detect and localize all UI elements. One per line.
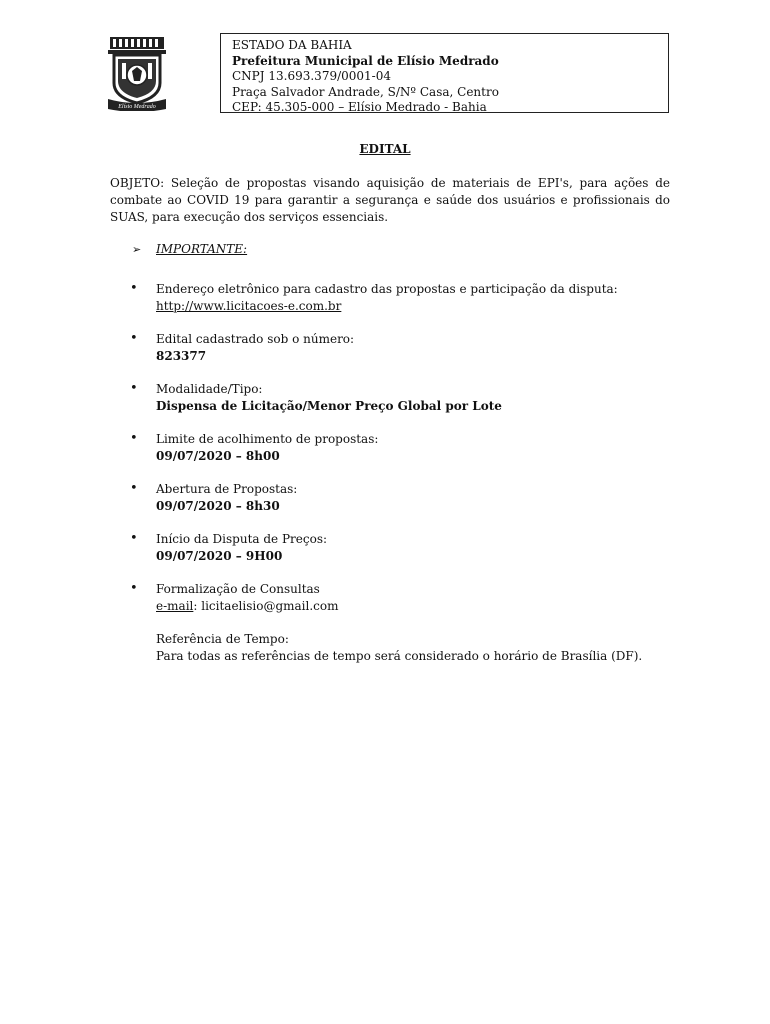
time-reference-label: Referência de Tempo: [156, 632, 289, 646]
item-value: 09/07/2020 – 9H00 [156, 548, 283, 563]
item-label: Endereço eletrônico para cadastro das propostas e participação da disputa: [156, 282, 618, 296]
bullet-icon: • [130, 481, 138, 496]
header-municipality: Prefeitura Municipal de Elísio Medrado [232, 53, 499, 68]
important-label: IMPORTANTE: [156, 242, 248, 256]
item-value [156, 598, 338, 615]
header-box [220, 33, 669, 113]
arrow-bullet-icon: ➢ [132, 243, 142, 256]
object-line-1: OBJETO: Seleção de propostas visando aquisição de materiais de EPI's, para ações de [110, 176, 670, 190]
item-label: Formalização de Consultas [156, 582, 320, 596]
header-state: ESTADO DA BAHIA [232, 38, 352, 52]
bullet-icon: • [130, 581, 138, 596]
item-value: 823377 [156, 348, 207, 363]
time-reference [156, 631, 642, 664]
portal-link[interactable]: http://www.licitacoes-e.com.br [156, 298, 342, 313]
document-title [0, 142, 770, 156]
crest-ribbon-text: Elísio Medrado [118, 104, 156, 110]
bullet-icon: • [130, 281, 138, 296]
header-cnpj: CNPJ 13.693.379/0001-04 [232, 69, 391, 84]
municipal-crest-icon [106, 35, 168, 111]
time-reference-text: Para todas as referências de tempo será considerado o horário de Brasília (DF). [156, 648, 643, 663]
item-label: Edital cadastrado sob o número: [156, 332, 355, 346]
bullet-icon: • [130, 381, 138, 396]
bullet-icon: • [130, 431, 138, 446]
item-label: Modalidade/Tipo: [156, 382, 263, 396]
item-label: Início da Disputa de Preços: [156, 532, 328, 546]
item-label: Abertura de Propostas: [156, 482, 298, 496]
email-label: e-mail [156, 598, 194, 613]
object-line-3: SUAS, para execução dos serviços essenciais. [110, 210, 389, 224]
item-value: Dispensa de Licitação/Menor Preço Global por Lote [156, 398, 502, 413]
bullet-icon: • [130, 531, 138, 546]
object-paragraph [110, 175, 670, 226]
important-heading [132, 242, 247, 256]
email-address[interactable]: : licitaelisio@gmail.com [193, 598, 339, 613]
item-value: 09/07/2020 – 8h30 [156, 498, 280, 513]
document-title-text: EDITAL [359, 142, 411, 156]
item-value: 09/07/2020 – 8h00 [156, 448, 280, 463]
header-cep: CEP: 45.305-000 – Elísio Medrado - Bahia [232, 100, 487, 115]
bullet-icon: • [130, 331, 138, 346]
header-address: Praça Salvador Andrade, S/Nº Casa, Centro [232, 84, 499, 99]
object-line-2: combate ao COVID 19 para garantir a segurança e saúde dos usuários e profissionais do [110, 193, 670, 207]
item-label: Limite de acolhimento de propostas: [156, 432, 379, 446]
